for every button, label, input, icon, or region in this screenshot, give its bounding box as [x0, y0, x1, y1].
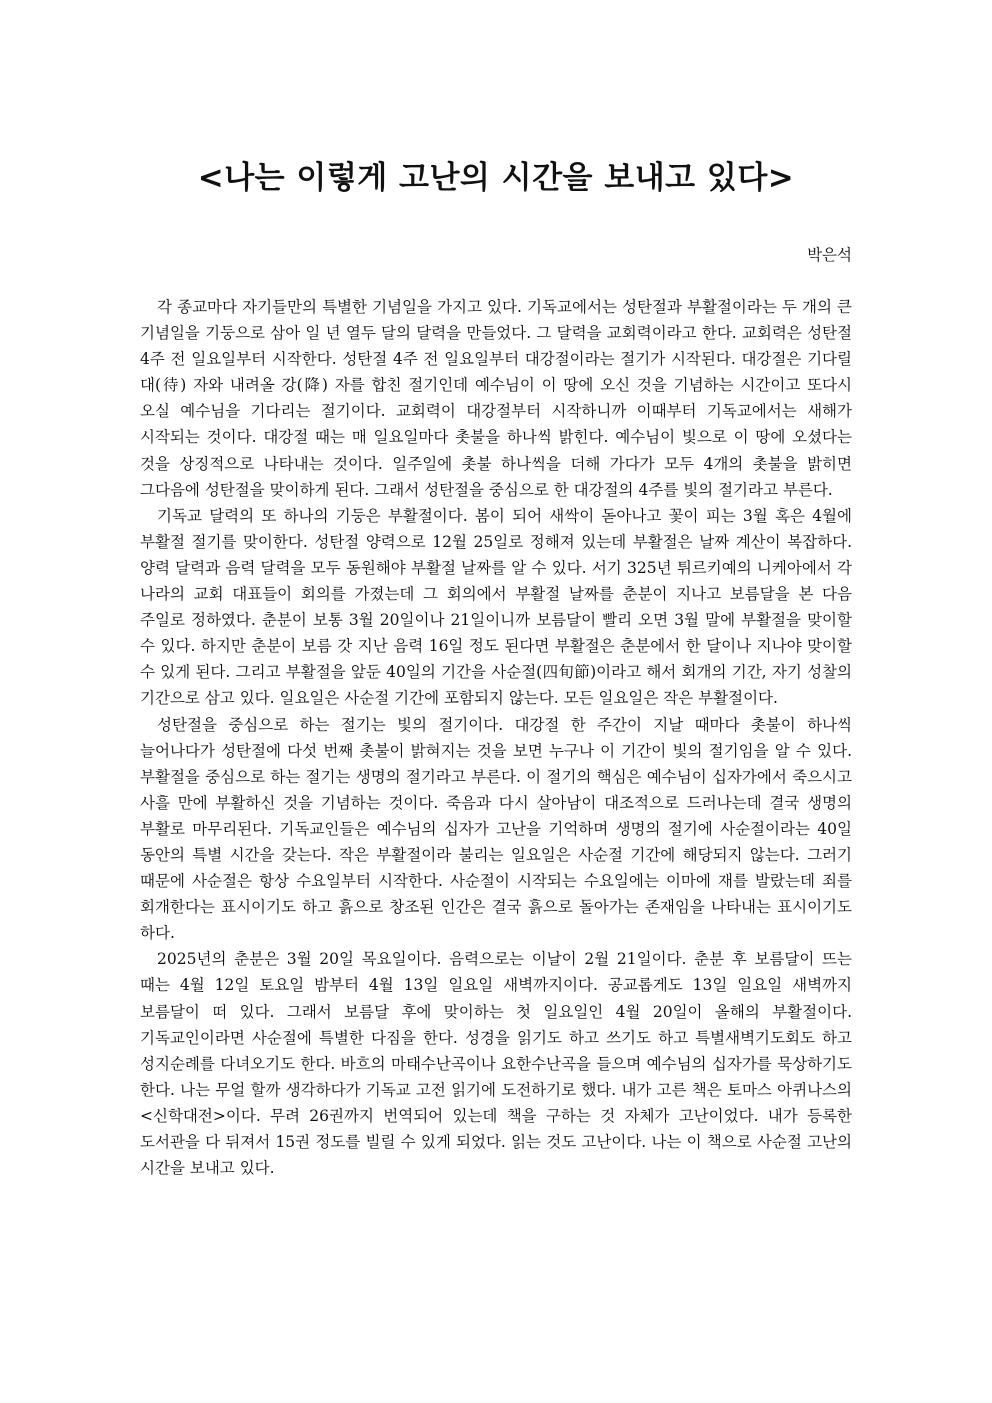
paragraph: 성탄절을 중심으로 하는 절기는 빛의 절기이다. 대강절 한 주간이 지날 때마다 촛불이 하나씩 늘어나다가 성탄절에 다섯 번째 촛불이 밝혀지는 것을 보면 누구나 이 기간이 빛의 절기임을 알 수 있다. 부활절을 중심으로 하는 절기는 생명의 절기라고 부른다. 이 절기의 핵심은 예수님이 십자가에서 죽으시고 사흘 만에 부활하신 것을 기념하는 것이다. 죽음과 다시 살아남이 대조적으로 드러나는데 결국 생명의 부활로 마무리된다. 기독교인들은 예수님의 십자가 고난을 기억하며 생명의 절기에 사순절이라는 40일 동안의 특별 시간을 갖는다. 작은 부활절이라 불리는 일요일은 사순절 기간에 해당되지 않는다. 그러기 때문에 사순절은 항상 수요일부터 시작한다. 사순절이 시작되는 수요일에는 이마에 재를 발랐는데 죄를 회개한다는 표시이기도 하고 흙으로 창조된 인간은 결국 흙으로 돌아가는 존재임을 나타내는 표시이기도 하다. [140, 715, 852, 943]
author-name: 박은석 [807, 246, 852, 264]
document-title: <나는 이렇게 고난의 시간을 보내고 있다> [197, 160, 795, 196]
paragraph: 기독교 달력의 또 하나의 기둥은 부활절이다. 봄이 되어 새싹이 돋아나고 꽃이 피는 3월 혹은 4월에 부활절 절기를 맞이한다. 성탄절 양력으로 12월 25일로 정해져 있는데 부활절은 날짜 계산이 복잡하다. 양력 달력과 음력 달력을 모두 동원해야 부활절 날짜를 알 수 있다. 서기 325년 튀르키예의 니케아에서 각 나라의 교회 대표들이 회의를 가졌는데 그 회의에서 부활절 날짜를 춘분이 지나고 보름달을 본 다음 주일로 정하였다. 춘분이 보통 3월 20일이나 21일이니까 보름달이 빨리 오면 3월 말에 부활절을 맞이할 수 있다. 하지만 춘분이 보름 갓 지난 음력 16일 정도 된다면 부활절은 춘분에서 한 달이나 지나야 맞이할 수 있게 된다. 그리고 부활절을 앞둔 40일의 기간을 사순절(四旬節)이라고 해서 회개의 기간, 자기 성찰의 기간으로 삼고 있다. 일요일은 사순절 기간에 포함되지 않는다. 모든 일요일은 작은 부활절이다. [140, 506, 852, 708]
paragraph: 각 종교마다 자기들만의 특별한 기념일을 가지고 있다. 기독교에서는 성탄절과 부활절이라는 두 개의 큰 기념일을 기둥으로 삼아 일 년 열두 달의 달력을 만들었다. 그 달력을 교회력이라고 한다. 교회력은 성탄절 4주 전 일요일부터 시작한다. 성탄절 4주 전 일요일부터 대강절이라는 절기가 시작된다. 대강절은 기다릴 대(待) 자와 내려올 강(降) 자를 합친 절기인데 예수님이 이 땅에 오신 것을 기념하는 시간이고 또다시 오실 예수님을 기다리는 절기이다. 교회력이 대강절부터 시작하니까 이때부터 기독교에서는 새해가 시작되는 것이다. 대강절 때는 매 일요일마다 촛불을 하나씩 밝힌다. 예수님이 빛으로 이 땅에 오셨다는 것을 상징적으로 나타내는 것이다. 일주일에 촛불 하나씩을 더해 가다가 모두 4개의 촛불을 밝히면 그다음에 성탄절을 맞이하게 된다. 그래서 성탄절을 중심으로 한 대강절의 4주를 빛의 절기라고 부른다. [140, 298, 852, 499]
paragraph: 2025년의 춘분은 3월 20일 목요일이다. 음력으로는 이날이 2월 21일이다. 춘분 후 보름달이 뜨는 때는 4월 12일 토요일 밤부터 4월 13일 일요일 새벽까지이다. 공교롭게도 13일 일요일 새벽까지 보름달이 떠 있다. 그래서 보름달 후에 맞이하는 첫 일요일인 4월 20일이 올해의 부활절이다. 기독교인이라면 사순절에 특별한 다짐을 한다. 성경을 읽기도 하고 쓰기도 하고 특별새벽기도회도 하고 성지순례를 다녀오기도 한다. 바흐의 마태수난곡이나 요한수난곡을 들으며 예수님의 십자가를 묵상하기도 한다. 나는 무얼 할까 생각하다가 기독교 고전 읽기에 도전하기로 했다. 내가 고른 책은 토마스 아퀴나스의 <신학대전>이다. 무려 26권까지 번역되어 있는데 책을 구하는 것 자체가 고난이었다. 내가 등록한 도서관을 다 뒤져서 15권 정도를 빌릴 수 있게 되었다. 읽는 것도 고난이다. 나는 이 책으로 사순절 고난의 시간을 보내고 있다. [140, 950, 852, 1178]
document-page [140, 156, 852, 1181]
document-body [140, 294, 852, 1181]
